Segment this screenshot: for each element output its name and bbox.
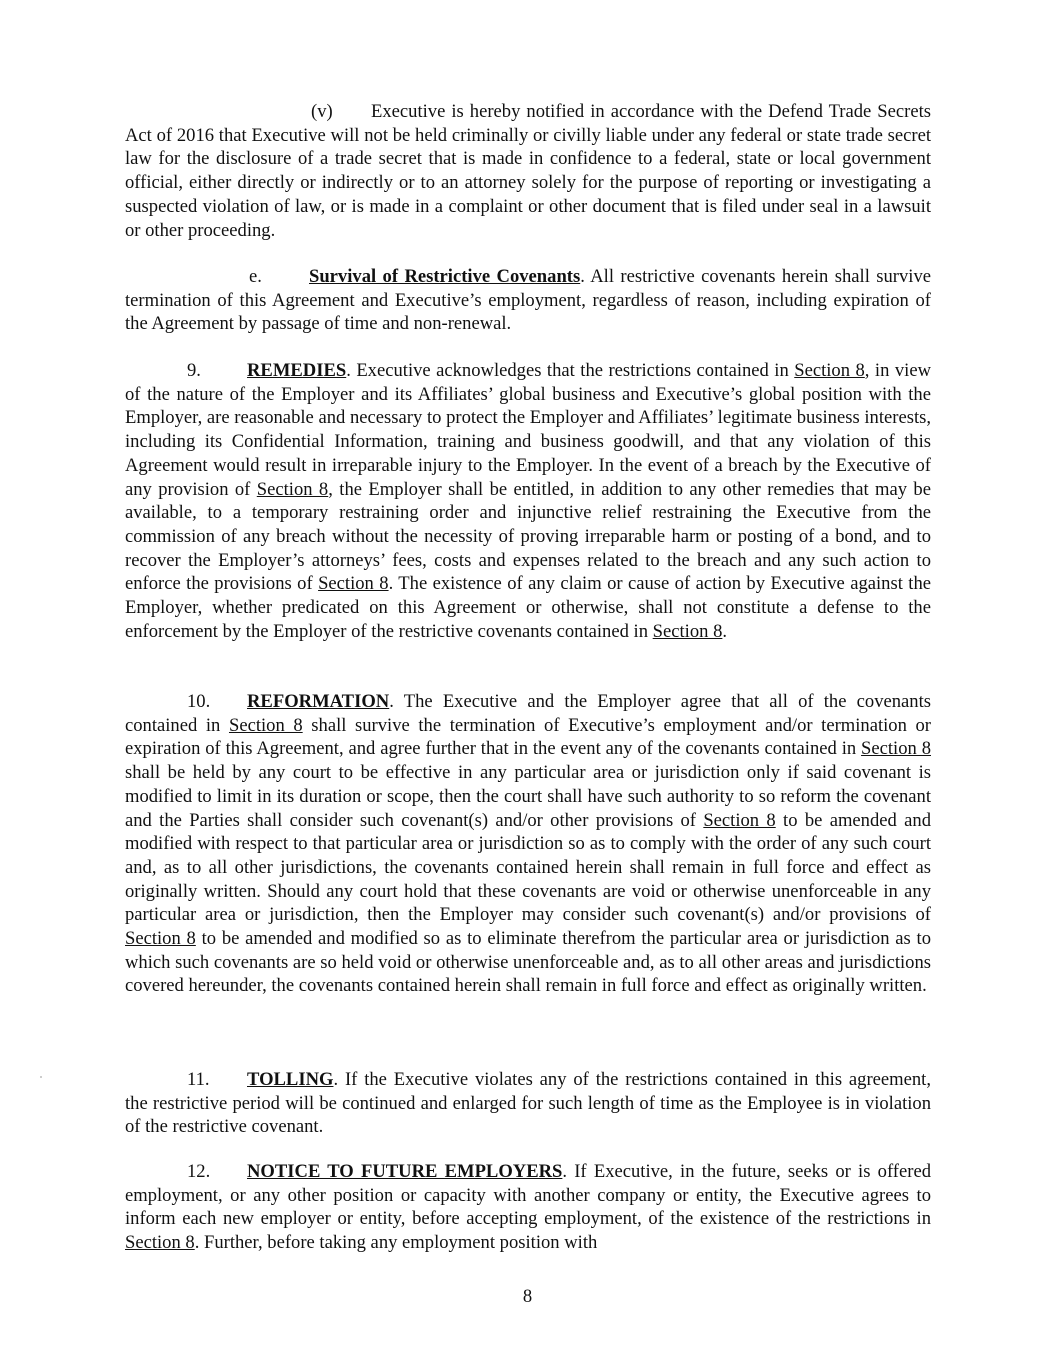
paragraph-text: . Executive acknowledges that the restrictions contained in (346, 360, 795, 381)
section-heading: REFORMATION (247, 691, 390, 712)
section-number: 12. (187, 1161, 211, 1182)
subsection-marker: (v) (311, 101, 333, 122)
paragraph-text: . The Executive and the Employer agree that all of the covenants contained in (125, 691, 931, 736)
paragraph-section-12 (125, 1160, 931, 1255)
paragraph-section-9 (125, 359, 931, 643)
paragraph-text: , the Employer shall be entitled, in addition to any other remedies that may be available, to a temporary restraining order and injunctive relief restraining the Executive from the commission of any breach without the necessity of proving irreparable harm or posting of a bond, and to recover the Employer’s attorneys’ fees, costs and expenses related to the breach and any such action to enforce the provisions of (125, 478, 931, 595)
section-number: 11. (187, 1069, 210, 1090)
paragraph-text: Executive is hereby notified in accordance with the Defend Trade Secrets Act of 2016 that Executive will not be held criminally or civilly liable under any federal or state trade secret law for the disclosure of a trade secret that is made in confidence to a federal, state or local government official, either directly or indirectly or to an attorney solely for the purpose of reporting or investigating a suspected violation of law, or is made in a complaint or other document that is filed under seal in a lawsuit or other proceeding. (125, 101, 931, 241)
section-heading: TOLLING (247, 1069, 334, 1090)
section-reference: Section 8 (228, 714, 303, 736)
paragraph-text: . If the Executive violates any of the restrictions contained in this agreement, the restrictive period will be continued and enlarged for such length of time as the Employee is in violation of the restrictive covenant. (125, 1069, 931, 1138)
paragraph-text: . (722, 620, 728, 642)
paragraph-text: to be amended and modified with respect to that particular area or jurisdiction so as to comply with the order of any such court and, as to all other jurisdictions, the covenants contained herein shall remain in full force and effect as originally written. Should any court hold that these covenants are void or otherwise unenforceable in any particular area or jurisdiction, then the Employer may consider such covenant(s) and/or provisions of (125, 809, 931, 926)
subsection-marker: e. (249, 266, 262, 287)
paragraph-text: to be amended and modified so as to eliminate therefrom the particular area or jurisdiction as to which such covenants are so held void or otherwise unenforceable and, as to all other areas and jurisdictions covered hereunder, the covenants contained herein shall remain in full force and effect as originally written. (125, 928, 931, 997)
section-heading: REMEDIES (247, 360, 347, 381)
paragraph-text: . All restrictive covenants herein shall survive termination of this Agreement and Executive’s employment, regardless of reason, including expiration of the Agreement by passage of time and non-renewal. (125, 266, 931, 335)
subsection-heading: Survival of Restrictive Covenants (309, 266, 581, 287)
paragraph-subsection-e (125, 265, 931, 336)
section-number: 10. (187, 691, 211, 712)
paragraph-text: . The existence of any claim or cause of action by Executive against the Employer, whether predicated on this Agreement or otherwise, shall not constitute a defense to the enforcement by the Employer of the restrictive covenants contained in (125, 573, 931, 642)
paragraph-text: shall survive the termination of Executive’s employment and/or termination or expiration of this Agreement, and agree further that in the event any of the covenants contained in (125, 714, 932, 760)
paragraph-section-11 (125, 1068, 931, 1139)
page-number: 8 (522, 1286, 533, 1307)
section-reference: Section 8 (861, 738, 931, 760)
section-heading: NOTICE TO FUTURE EMPLOYERS (247, 1161, 563, 1182)
paragraph-section-10 (125, 690, 931, 998)
paragraph-subsection-v (125, 100, 931, 242)
section-reference: Section 8 (318, 573, 389, 595)
paragraph-text: , in view of the nature of the Employer and its Affiliates’ global business and Executive’s global position with the Employer, are reasonable and necessary to protect the Employer and Affiliates’ legitimate business interests, including its Confidential Information, training and business goodwill, and that any violation of this Agreement would result in irreparable injury to the Employer. In the event of a breach by the Executive of any provision of (125, 360, 931, 500)
paragraph-text: shall be held by any court to be effective in any particular area or jurisdiction only if said covenant is modified to limit in its duration or scope, then the court shall have such authority to so reform the covenant and the Parties shall consider such covenant(s) and/or other provisions of (125, 762, 931, 831)
section-reference: Section 8 (125, 928, 196, 950)
paragraph-text: . If Executive, in the future, seeks or is offered employment, or any other position or capacity with another company or entity, the Executive agrees to inform each new employer or entity, before accepting employment, of the existence of the restrictions in (125, 1161, 931, 1230)
section-reference: Section 8 (125, 1232, 195, 1254)
paragraph-text: . Further, before taking any employment position with (194, 1232, 598, 1254)
section-reference: Section 8 (652, 620, 723, 642)
scan-speck (40, 1076, 42, 1078)
section-reference: Section 8 (256, 478, 329, 500)
section-reference: Section 8 (703, 809, 776, 831)
section-reference: Section 8 (794, 360, 865, 381)
section-number: 9. (187, 360, 201, 381)
